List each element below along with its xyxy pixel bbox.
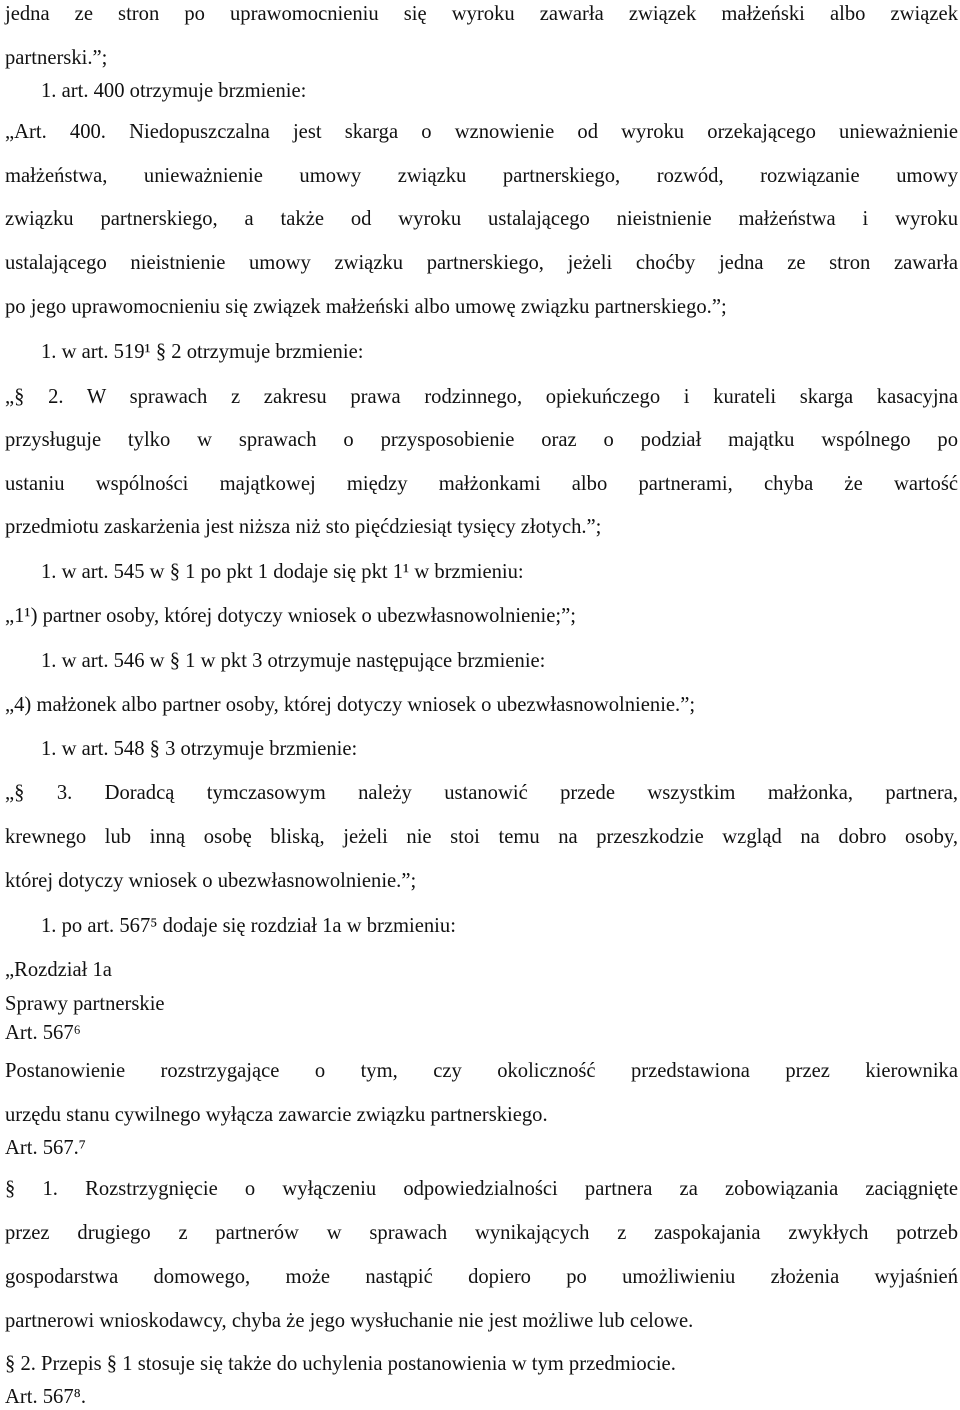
list-item: 1. w art. 545 w § 1 po pkt 1 dodaje się pkt 1¹ w brzmieniu: [41,561,524,583]
text-line: § 2. Przepis § 1 stosuje się także do uchylenia postanowienia w tym przedmiocie. [5,1353,676,1375]
text-line: małżeństwa, unieważnienie umowy związku partnerskiego, rozwód, rozwiązanie umowy [5,165,958,187]
text-line: przez drugiego z partnerów w sprawach wynikających z zaspokajania zwykłych potrzeb [5,1222,958,1244]
list-item: 1. art. 400 otrzymuje brzmienie: [41,80,307,102]
article-heading: Art. 567⁸. [5,1386,86,1408]
text-line: przysługuje tylko w sprawach o przysposobienie oraz o podział majątku wspólnego po [5,429,958,451]
text-line: „§ 2. W sprawach z zakresu prawa rodzinnego, opiekuńczego i kurateli skarga kasacyjna [5,386,958,408]
text-line: jedna ze stron po uprawomocnieniu się wyroku zawarła związek małżeński albo związek [5,3,958,25]
list-item: 1. w art. 519¹ § 2 otrzymuje brzmienie: [41,341,364,363]
text-line: ustalającego nieistnienie umowy związku partnerskiego, jeżeli choćby jedna ze stron zawarła [5,252,958,274]
text-line: przedmiotu zaskarżenia jest niższa niż sto pięćdziesiąt tysięcy złotych.”; [5,516,602,538]
text-line: „§ 3. Doradcą tymczasowym należy ustanowić przede wszystkim małżonka, partnera, [5,782,958,804]
list-item: 1. po art. 567⁵ dodaje się rozdział 1a w brzmieniu: [41,915,456,937]
list-item: 1. w art. 546 w § 1 w pkt 3 otrzymuje następujące brzmienie: [41,650,546,672]
text-line: gospodarstwa domowego, może nastąpić dopiero po umożliwieniu złożenia wyjaśnień [5,1266,958,1288]
text-line: partnerowi wnioskodawcy, chyba że jego wysłuchanie nie jest możliwe lub celowe. [5,1310,694,1332]
text-line: po jego uprawomocnieniu się związek małżeński albo umowę związku partnerskiego.”; [5,296,727,318]
text-line: „4) małżonek albo partner osoby, której dotyczy wniosek o ubezwłasnowolnienie.”; [5,694,696,716]
text-line: „1¹) partner osoby, której dotyczy wniosek o ubezwłasnowolnienie;”; [5,605,577,627]
text-line: krewnego lub inną osobę bliską, jeżeli nie stoi temu na przeszkodzie wzgląd na dobro osoby, [5,826,958,848]
text-line: partnerski.”; [5,47,108,69]
text-line: związku partnerskiego, a także od wyroku ustalającego nieistnienie małżeństwa i wyroku [5,208,958,230]
chapter-heading: „Rozdział 1a [5,959,112,981]
text-line: ustaniu wspólności majątkowej między małżonkami albo partnerami, chyba że wartość [5,473,958,495]
text-line: Postanowienie rozstrzygające o tym, czy okoliczność przedstawiona przez kierownika [5,1060,958,1082]
article-heading: Art. 567.⁷ [5,1137,86,1159]
text-line: „Art. 400. Niedopuszczalna jest skarga o wznowienie od wyroku orzekającego unieważnienie [5,121,958,143]
article-heading: Art. 567⁶ [5,1022,81,1044]
list-item: 1. w art. 548 § 3 otrzymuje brzmienie: [41,738,358,760]
text-line: § 1. Rozstrzygnięcie o wyłączeniu odpowiedzialności partnera za zobowiązania zaciągnięte [5,1178,958,1200]
text-line: urzędu stanu cywilnego wyłącza zawarcie związku partnerskiego. [5,1104,548,1126]
chapter-title: Sprawy partnerskie [5,993,165,1015]
text-line: której dotyczy wniosek o ubezwłasnowolnienie.”; [5,870,417,892]
